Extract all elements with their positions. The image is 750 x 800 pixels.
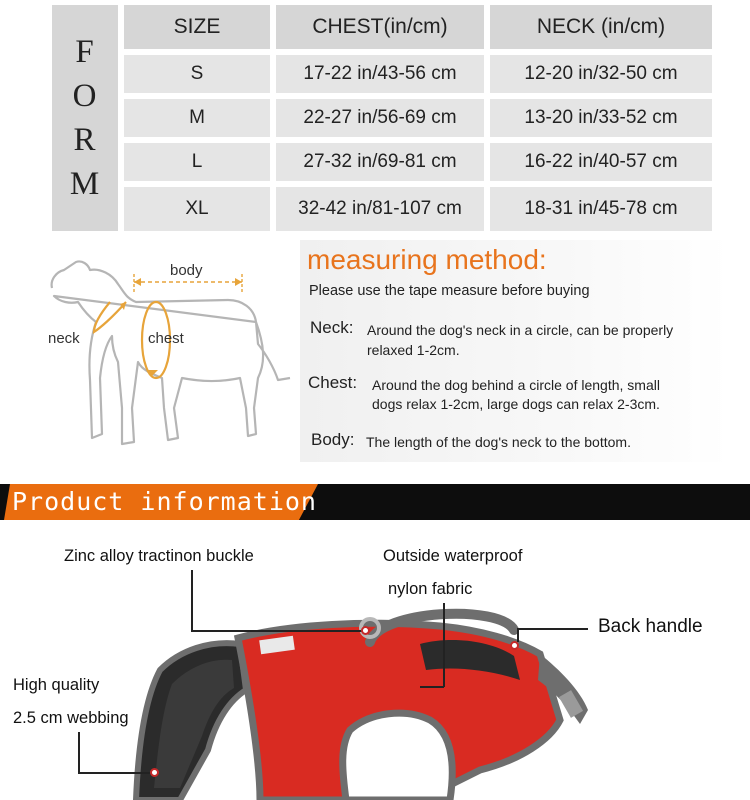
- measuring-subtitle: Please use the tape measure before buying: [309, 283, 590, 299]
- webbing-leader-v: [78, 732, 80, 774]
- form-letter: O: [72, 78, 98, 114]
- neck-label: neck: [48, 330, 80, 347]
- waterproof-callout-line1: Outside waterproof: [383, 547, 523, 565]
- buckle-marker-dot: [361, 626, 370, 635]
- webbing-leader-h: [78, 772, 152, 774]
- waterproof-callout-line2: nylon fabric: [388, 580, 473, 598]
- size-cell: S: [124, 55, 270, 93]
- form-letter: M: [69, 166, 101, 202]
- neck-cell: 13-20 in/33-52 cm: [490, 99, 712, 137]
- webbing-marker-dot: [150, 768, 159, 777]
- chest-label: chest: [148, 330, 184, 347]
- size-cell: L: [124, 143, 270, 181]
- neck-cell: 18-31 in/45-78 cm: [490, 187, 712, 231]
- webbing-callout-line2: 2.5 cm webbing: [13, 709, 129, 727]
- body-label: body: [170, 262, 203, 279]
- size-cell: XL: [124, 187, 270, 231]
- size-cell: M: [124, 99, 270, 137]
- chest-cell: 32-42 in/81-107 cm: [276, 187, 484, 231]
- neck-text-line1: Around the dog's neck in a circle, can be properly: [367, 322, 674, 338]
- chest-instruction: [308, 373, 357, 393]
- measuring-title: measuring method:: [307, 244, 547, 275]
- form-letter: F: [75, 34, 95, 70]
- header-neck: NECK (in/cm): [490, 5, 712, 49]
- neck-cell: 16-22 in/40-57 cm: [490, 143, 712, 181]
- handle-marker-dot: [510, 641, 519, 650]
- header-chest: CHEST(in/cm): [276, 5, 484, 49]
- form-letter: R: [73, 122, 97, 158]
- handle-callout: Back handle: [598, 616, 703, 637]
- buckle-leader-h: [191, 630, 365, 632]
- chest-key: Chest:: [308, 373, 358, 392]
- handle-leader-v: [517, 628, 519, 642]
- chest-cell: 27-32 in/69-81 cm: [276, 143, 484, 181]
- dog-measurement-diagram: [42, 258, 300, 458]
- fabric-leader-v: [443, 603, 445, 687]
- fabric-leader-h: [420, 686, 444, 688]
- buckle-leader-v: [191, 570, 193, 632]
- handle-leader: [518, 628, 588, 630]
- size-chart-table: [52, 5, 712, 231]
- product-info-title: Product information: [12, 487, 317, 516]
- chest-text-line2: dogs relax 1-2cm, large dogs can relax 2-3cm.: [372, 396, 660, 412]
- neck-instruction: [310, 318, 353, 338]
- body-instruction: [311, 430, 354, 450]
- body-text-line1: The length of the dog's neck to the bottom.: [366, 434, 631, 450]
- header-size: SIZE: [124, 5, 270, 49]
- neck-cell: 12-20 in/32-50 cm: [490, 55, 712, 93]
- body-key: Body:: [311, 430, 355, 449]
- neck-key: Neck:: [310, 318, 354, 337]
- webbing-callout-line1: High quality: [13, 676, 100, 694]
- chest-cell: 17-22 in/43-56 cm: [276, 55, 484, 93]
- buckle-callout: Zinc alloy tractinon buckle: [64, 547, 254, 565]
- chest-cell: 22-27 in/56-69 cm: [276, 99, 484, 137]
- form-column: [52, 5, 118, 231]
- chest-text-line1: Around the dog behind a circle of length, small: [372, 377, 660, 393]
- dog-outline-icon: [42, 258, 300, 458]
- neck-text-line2: relaxed 1-2cm.: [367, 342, 460, 358]
